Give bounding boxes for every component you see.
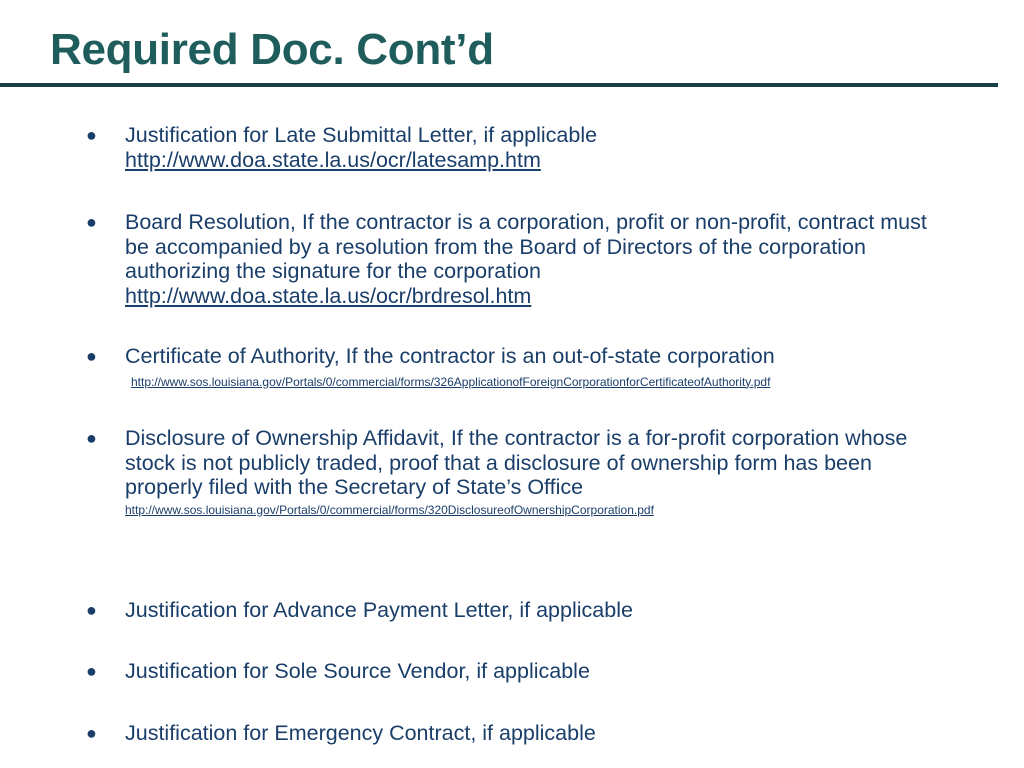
bullet-disclosure-ownership [86, 426, 946, 518]
bullet-board-resolution [86, 210, 946, 308]
bullet-icon: ● [86, 346, 97, 366]
bullet-text: Justification for Emergency Contract, if applicable [125, 721, 596, 745]
title-divider [0, 83, 998, 87]
bullet-advance-payment [86, 598, 946, 623]
late-submittal-link[interactable]: http://www.doa.state.la.us/ocr/latesamp.htm [125, 147, 541, 172]
bullet-text: Board Resolution, If the contractor is a corporation, profit or non-profit, contract must be accompanied by a resolution from the Board of Directors of the corporation authorizing the signature for the corporation [125, 210, 927, 283]
bullet-text: Disclosure of Ownership Affidavit, If the contractor is a for-profit corporation whose stock is not publicly traded, proof that a disclosure of ownership form has been properly filed with the Secretary of State’s Office [125, 426, 908, 499]
bullet-text: Justification for Sole Source Vendor, if applicable [125, 659, 590, 683]
bullet-icon: ● [86, 125, 97, 145]
slide-title: Required Doc. Cont’d [50, 25, 494, 74]
bullet-icon: ● [86, 600, 97, 620]
bullet-sole-source [86, 659, 946, 684]
bullet-text: Certificate of Authority, If the contractor is an out-of-state corporation [125, 344, 775, 368]
bullet-emergency-contract [86, 721, 946, 746]
bullet-icon: ● [86, 212, 97, 232]
bullet-icon: ● [86, 428, 97, 448]
bullet-certificate-authority [86, 344, 946, 390]
bullet-late-submittal [86, 123, 946, 172]
bullet-icon: ● [86, 661, 97, 681]
certificate-authority-link[interactable]: http://www.sos.louisiana.gov/Portals/0/commercial/forms/326ApplicationofForeignCorporationforCertificateofAuthority.pdf [131, 374, 771, 389]
bullet-text: Justification for Advance Payment Letter, if applicable [125, 598, 633, 622]
bullet-icon: ● [86, 723, 97, 743]
bullet-text: Justification for Late Submittal Letter, if applicable [125, 123, 598, 147]
disclosure-ownership-link[interactable]: http://www.sos.louisiana.gov/Portals/0/commercial/forms/320DisclosureofOwnershipCorporation.pdf [125, 502, 654, 517]
board-resolution-link[interactable]: http://www.doa.state.la.us/ocr/brdresol.htm [125, 283, 532, 308]
